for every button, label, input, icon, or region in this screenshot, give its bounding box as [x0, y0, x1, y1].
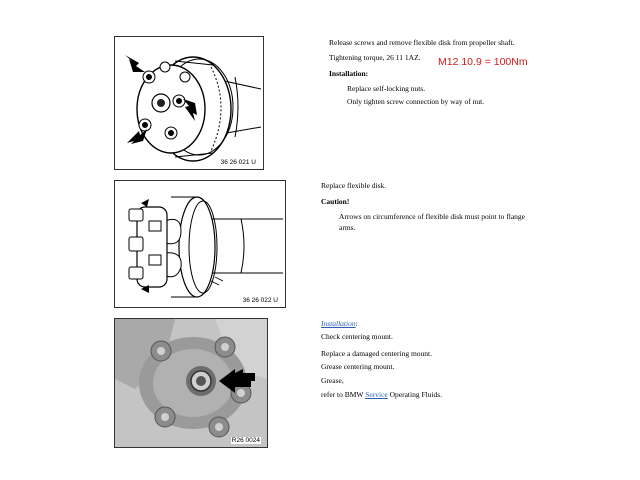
operating-fluids-reference	[321, 390, 442, 400]
tightening-torque-text: Tightening torque, 26 11 1AZ.	[329, 53, 421, 62]
instruction-release-screws: Release screws and remove flexible disk from propeller shaft.	[329, 38, 515, 47]
handwritten-torque-note: M12 10.9 = 100Nm	[438, 56, 528, 68]
figure-centering-mount-photo	[114, 318, 268, 448]
grease-text: Grease,	[321, 376, 344, 385]
installation-link[interactable]: Installation	[321, 319, 356, 328]
installation-heading: Installation:	[329, 69, 369, 78]
centering-mount-photo	[115, 319, 267, 447]
instruction-replace-disk: Replace flexible disk.	[321, 181, 387, 190]
caution-heading: Caution!	[321, 197, 350, 206]
installation-heading-link-row	[321, 319, 358, 329]
figure-code: 36 26 021 U	[220, 159, 256, 166]
installation-colon: :	[355, 319, 358, 328]
figure-code: R26 0024	[231, 437, 260, 444]
figure-code: 36 26 022 U	[242, 297, 278, 304]
installation-step-1: Replace self-locking nuts.	[347, 84, 426, 93]
service-link[interactable]: Service	[365, 390, 388, 399]
reference-suffix: Operating Fluids.	[387, 390, 443, 399]
caution-text-line1: Arrows on circumference of flexible disk must point to flange	[339, 212, 525, 221]
installation-step-2: Only tighten screw connection by way of nut.	[347, 97, 485, 106]
replace-centering-mount-text: Replace a damaged centering mount.	[321, 349, 432, 358]
flexible-disk-side-drawing	[115, 181, 285, 307]
flexible-disk-drawing	[115, 37, 263, 169]
reference-prefix: refer to BMW	[321, 390, 366, 399]
grease-centering-mount-text: Grease centering mount.	[321, 362, 395, 371]
figure-flexible-disk-screws	[114, 36, 264, 170]
caution-text-line2: arms.	[339, 223, 356, 232]
figure-replace-flexible-disk	[114, 180, 286, 308]
check-centering-mount-text: Check centering mount.	[321, 332, 393, 341]
